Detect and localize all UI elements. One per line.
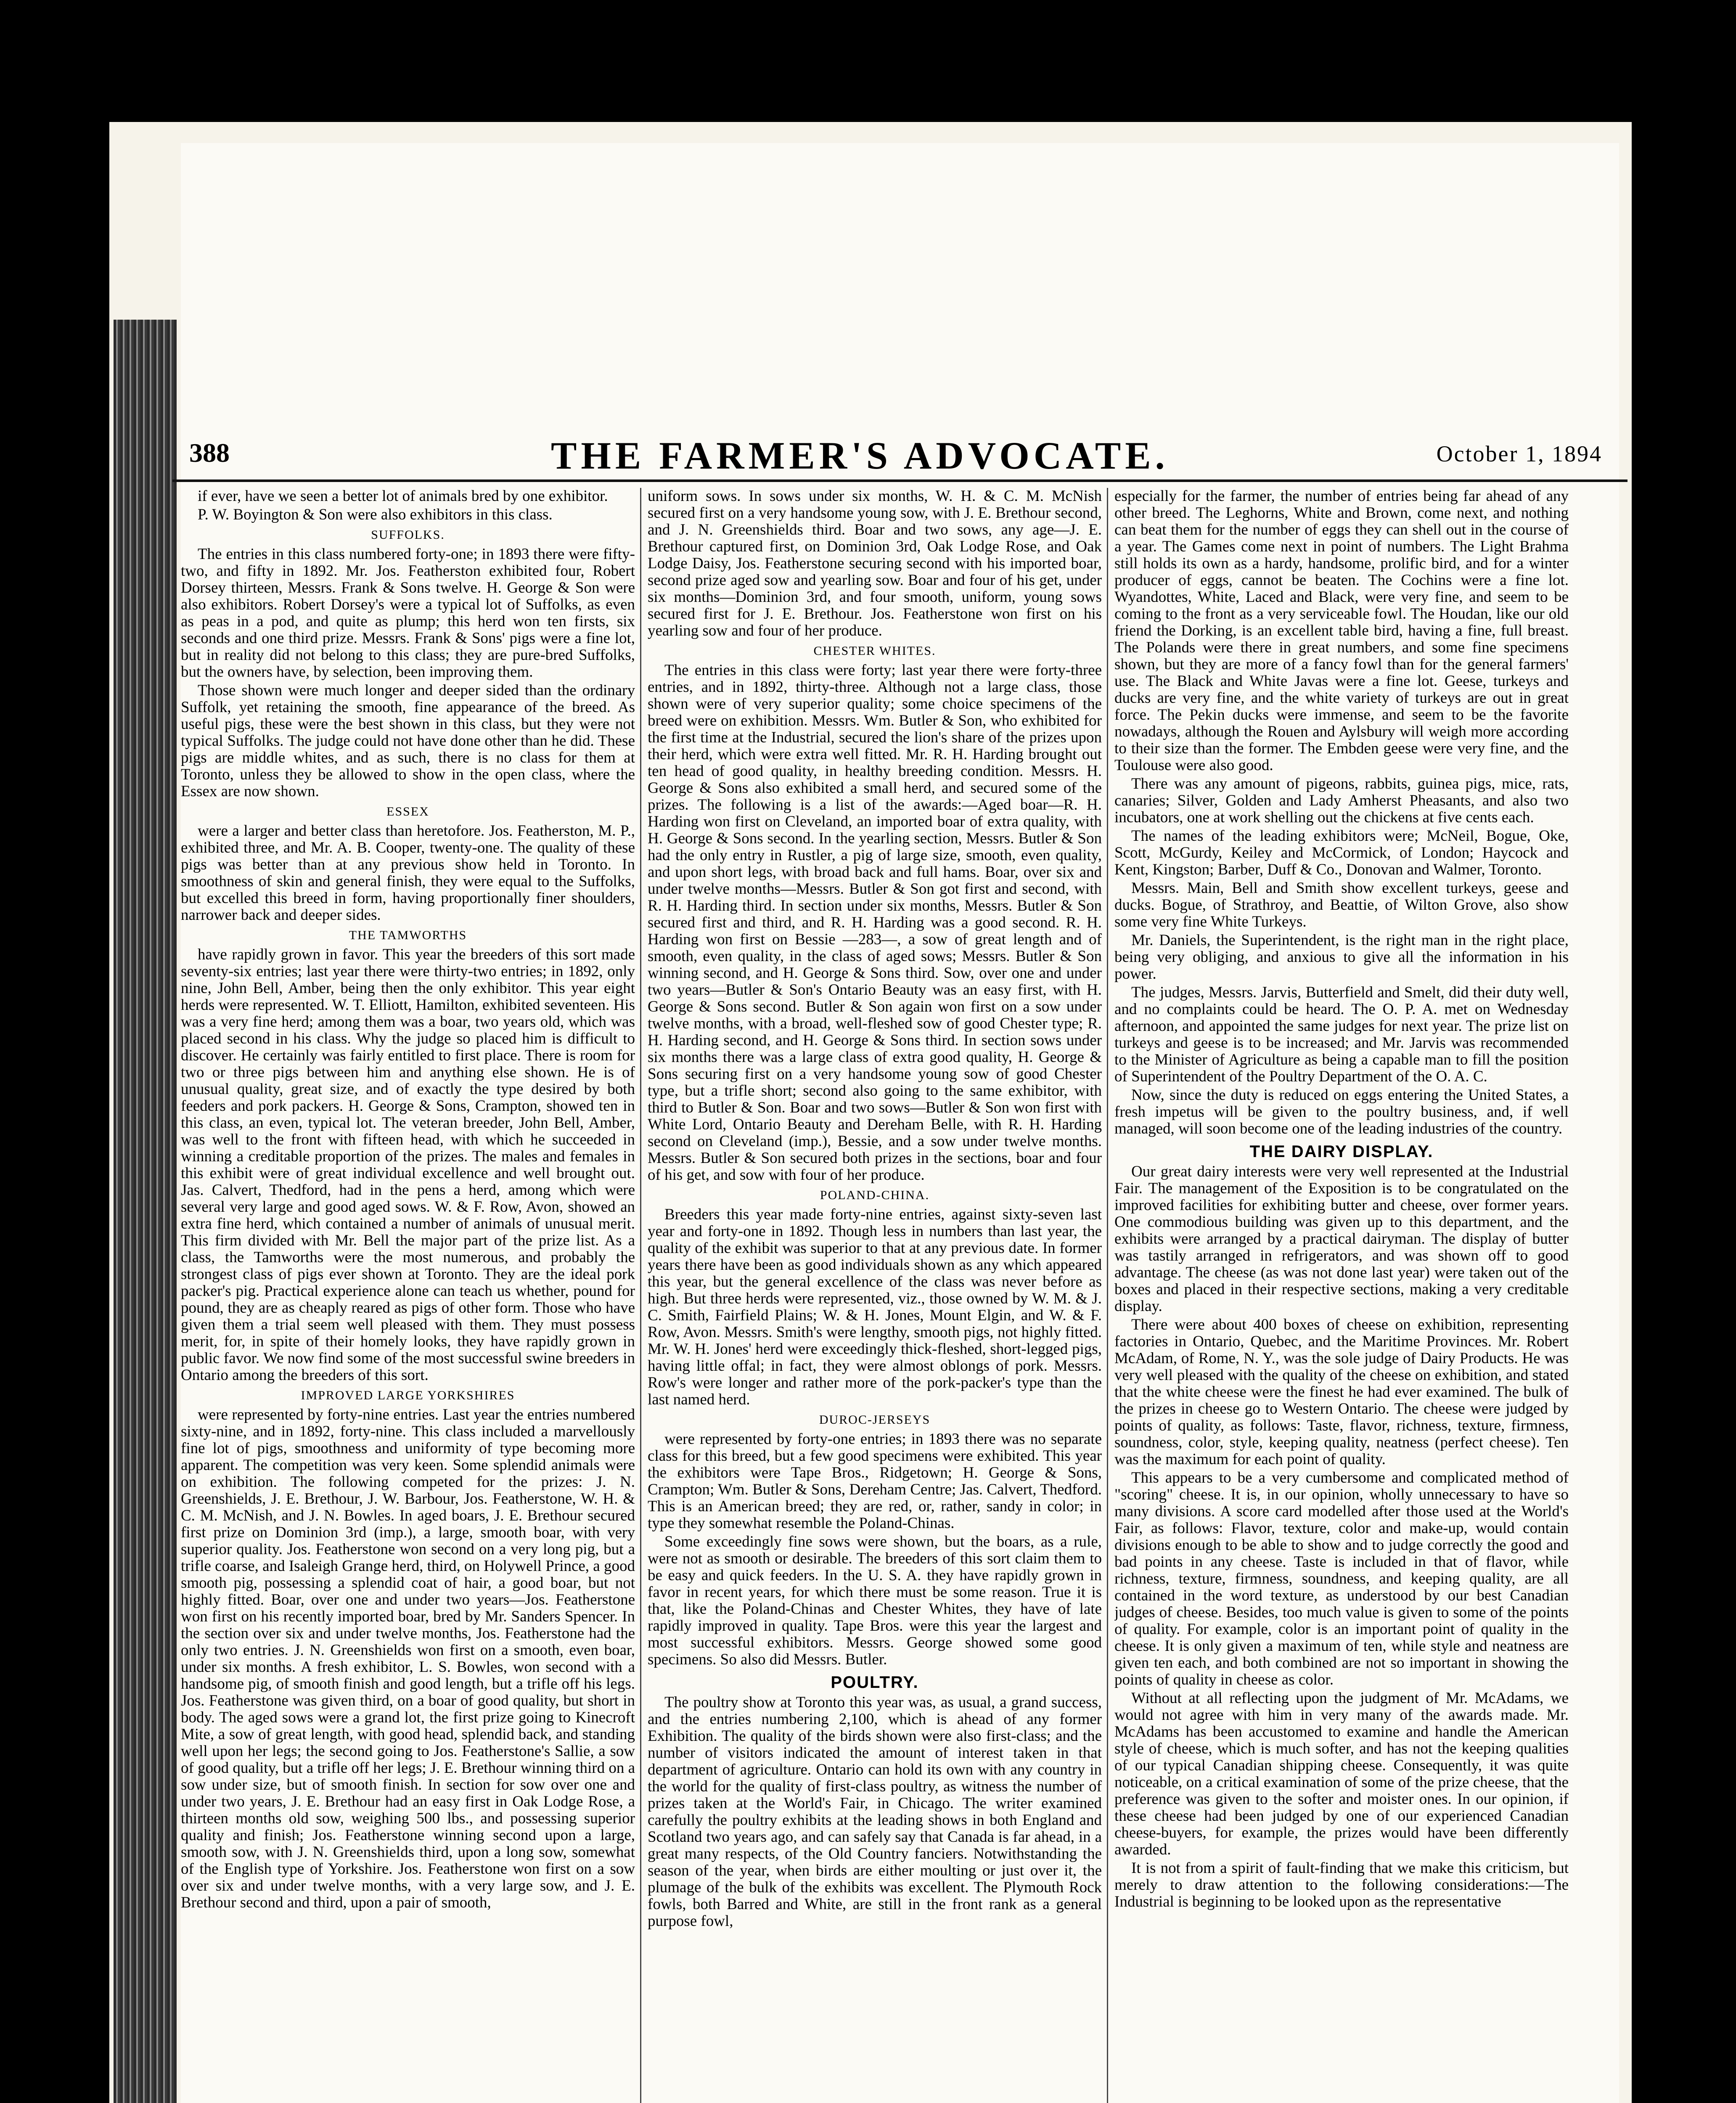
article-paragraph: Mr. Daniels, the Superintendent, is the right man in the right place, being very obliging, and anxious to give all the information in his power. xyxy=(1114,932,1569,983)
article-paragraph: The entries in this class numbered forty-one; in 1893 there were fifty-two, and fifty in 1892. Mr. Jos. Featherston exhibited four, Robert Dorsey thirteen, Messrs. Frank & Sons twelve. H. George & Son were also exhibitors. Robert Dorsey's were a typical lot of Suffolks, as even as peas in a pod, and quite as plump; this herd won ten firsts, six seconds and one third prize. Messrs. Frank & Sons' pigs were a fine lot, but in reality did not belong to this class; they are pure-bred Suffolks, but the owners have, by selection, been improving them. xyxy=(181,546,635,681)
column-divider xyxy=(1107,488,1108,2103)
article-column-1 xyxy=(181,488,635,2103)
section-heading: SUFFOLKS. xyxy=(371,528,445,542)
issue-date: October 1, 1894 xyxy=(1436,441,1602,466)
article-paragraph: This appears to be a very cumbersome and complicated method of "scoring" cheese. It is, in our opinion, wholly unnecessary to have so many divisions. A score card modelled after those used at the World's Fair, as follows: Flavor, texture, color and make-up, would contain divisions enough to be able to show and to judge correctly the good and bad points in any cheese. Taste is included in that of flavor, while richness, texture, firmness, soundness, and keeping quality, are all contained in the word texture, as understood by our best Canadian judges of cheese. Besides, too much value is given to some of the points of quality. For example, color is an important point of quality in the cheese. It is only given a maximum of ten, while style and neatness are given ten each, and both combined are not so important in showing the points of quality in cheese as color. xyxy=(1114,1469,1569,1688)
article-paragraph: Without at all reflecting upon the judgment of Mr. McAdams, we would not agree with him in very many of the awards made. Mr. McAdams has been accustomed to examine and handle the American style of cheese, which is much softer, and has not the keeping qualities of our typical Canadian shipping cheese. Consequently, it was quite noticeable, on a critical examination of some of the prize cheese, that the preference was given to the softer and moister ones. In our opinion, if these cheese had been judged by one of our experienced Canadian cheese-buyers, for example, the prizes would have been differently awarded. xyxy=(1114,1690,1569,1858)
article-paragraph: if ever, have we seen a better lot of animals bred by one exhibitor. xyxy=(198,488,608,505)
article-paragraph: were represented by forty-one entries; in 1893 there was no separate class for this breed, but a few good specimens were exhibited. This year the exhibitors were Tape Bros., Ridgetown; H. George & Sons, Crampton; Wm. Butler & Sons, Dereham Centre; Jas. Calvert, Thedford. This is an American breed; they are red, or, rather, sandy in color; in type they somewhat resemble the Poland-Chinas. xyxy=(648,1430,1102,1532)
article-paragraph: The entries in this class were forty; last year there were forty-three entries, and in 1892, thirty-three. Although not a large class, those shown were of very superior quality; some choice specimens of the breed were on exhibition. Messrs. Wm. Butler & Son, who exhibited for the first time at the Industrial, secured the lion's share of the prizes upon their herd, which were extra well fitted. Mr. R. H. Harding brought out ten head of good quality, in healthy breeding condition. Messrs. H. George & Sons also exhibited a small herd, and secured some of the prizes. The following is a list of the awards:—Aged boar—R. H. Harding won first on Cleveland, an imported boar of extra quality, with H. George & Sons second. In the yearling section, Messrs. Butler & Son had the only entry in Rustler, a pig of large size, smooth, even quality, and upon short legs, with broad back and full hams. Boar, over six and under twelve months—Messrs. Butler & Son got first and second, with R. H. Harding third. In section under six months, Messrs. Butler & Son secured first and third, and R. H. Harding was a good second. R. H. Harding won first on Bessie —283—, a sow of great length and of smooth, even quality, in the class of aged sows; Messrs. Butler & Son winning second, and H. George & Sons third. Sow, over one and under two years—Butler & Son's Ontario Beauty was an easy first, with H. George & Sons second. Butler & Son again won first on a sow under twelve months, with a broad, well-fleshed sow of good Chester type; R. H. Harding second, and H. George & Sons third. In section sows under six months there was a large class of extra good quality, H. George & Sons securing first on a very handsome young sow of good Chester type, but a trifle short; second also going to the same exhibitor, with third to Butler & Son. Boar and two sows—Butler & Son won first with White Lord, Ontario Beauty and Dereham Belle, with R. H. Harding second on Cleveland (imp.), Bessie, and a sow under twelve months. Messrs. Butler & Son secured both prizes in the sections, boar and four of his get, and sow with four of her produce. xyxy=(648,662,1102,1184)
article-paragraph: There was any amount of pigeons, rabbits, guinea pigs, mice, rats, canaries; Silver, Golden and Lady Amherst Pheasants, and also two incubators, one at work shelling out the chickens at five cents each. xyxy=(1114,775,1569,826)
article-paragraph: Some exceedingly fine sows were shown, but the boars, as a rule, were not as smooth or desirable. The breeders of this sort claim them to be easy and quick feeders. In the U. S. A. they have rapidly grown in favor in recent years, for which there must be some reason. True it is that, like the Poland-Chinas and Chester Whites, they have of late rapidly improved in quality. Tape Bros. were this year the largest and most successful exhibitors. Messrs. George showed some good specimens. So also did Messrs. Butler. xyxy=(648,1533,1102,1668)
section-heading: CHESTER WHITES. xyxy=(813,644,936,658)
page-header xyxy=(172,433,1628,479)
article-paragraph: have rapidly grown in favor. This year the breeders of this sort made seventy-six entries; last year there were thirty-two entries; in 1892, only nine, John Bell, Amber, being then the only exhibitor. This year eight herds were represented. W. T. Elliott, Hamilton, exhibited seventeen. His was a very fine herd; among them was a boar, two years old, which was placed second in his class. Why the judge so placed him is difficult to discover. He certainly was fairly entitled to first place. There is room for two or three pigs between him and anything else shown. He is of unusual quality, great size, and of exactly the type desired by both feeders and pork packers. H. George & Sons, Crampton, showed ten in this class, an even, typical lot. The veteran breeder, John Bell, Amber, was well to the front with fifteen head, with which he succeeded in winning a creditable proportion of the prizes. The males and females in this exhibit were of great individual excellence and well brought out. Jas. Calvert, Thedford, had in the pens a herd, among which were several very large and good aged sows. W. & F. Row, Avon, showed an extra fine herd, which contained a number of animals of unusual merit. This firm divided with Mr. Bell the major part of the prize list. As a class, the Tamworths were the most numerous, and probably the strongest class of pigs ever shown at Toronto. They are the ideal pork packer's pig. Practical experience alone can teach us whether, pound for pound, they are as cheaply reared as pigs of other form. Those who have given them a trial seem well pleased with them. They must possess merit, for, in spite of their homely looks, they have rapidly grown in public favor. We now find some of the most successful swine breeders in Ontario among the breeders of this sort. xyxy=(181,946,635,1384)
article-paragraph: It is not from a spirit of fault-finding that we make this criticism, but merely to draw attention to the following considerations:—The Industrial is beginning to be looked upon as the representative xyxy=(1114,1859,1569,1910)
column-divider xyxy=(640,488,641,2103)
article-paragraph: The judges, Messrs. Jarvis, Butterfield and Smelt, did their duty well, and no complaints could be heard. The O. P. A. met on Wednesday afternoon, and appointed the same judges for next year. The prize list on turkeys and geese is to be increased; and Mr. Jarvis was recommended to the Minister of Agriculture as being a capable man to fill the position of Superintendent of the Poultry Department of the O. A. C. xyxy=(1114,984,1569,1085)
header-rule xyxy=(172,479,1628,482)
section-heading: POULTRY. xyxy=(831,1673,919,1692)
article-paragraph: Now, since the duty is reduced on eggs entering the United States, a fresh impetus will be given to the poultry business, and, if well managed, will soon become one of the leading industries of the country. xyxy=(1114,1086,1569,1137)
section-heading: IMPROVED LARGE YORKSHIRES xyxy=(301,1388,515,1402)
article-paragraph: Breeders this year made forty-nine entries, against sixty-seven last year and forty-one in 1892. Though less in numbers than last year, the quality of the exhibit was superior to that at any previous date. In former years there have been as good individuals shown as any which appeared this year, but the general excellence of the class was never before as high. But three herds were represented, viz., those owned by W. M. & J. C. Smith, Fairfield Plains; W. & H. Jones, Mount Elgin, and W. & F. Row, Avon. Messrs. Smith's were lengthy, smooth pigs, not highly fitted. Mr. W. H. Jones' herd were exceedingly thick-fleshed, short-legged pigs, having little offal; in fact, they were almost oblongs of pork. Messrs. Row's were longer and rather more of the pork-packer's type than the last named herd. xyxy=(648,1206,1102,1408)
article-paragraph: especially for the farmer, the number of entries being far ahead of any other breed. The Leghorns, White and Brown, come next, and nothing can beat them for the number of eggs they can shell out in the course of a year. The Games come next in point of numbers. The Light Brahma still holds its own as a hardy, handsome, prolific bird, and for a winter producer of eggs, cannot be beaten. The Cochins were a fine lot. Wyandottes, White, Laced and Black, were very fine, and seem to be coming to the front as a very serviceable fowl. The Houdan, like our old friend the Dorking, is an excellent table bird, having a fine, full breast. The Polands were there in great numbers, and some fine specimens shown, but they are more of a fancy fowl than for the general farmers' use. The Black and White Javas were a fine lot. Geese, turkeys and ducks are very fine, and the white variety of turkeys are out in great force. The Pekin ducks were immense, and seem to be the favorite nowadays, although the Rouen and Aylsbury will weigh more according to their size than the former. The Embden geese were very fine, and the Toulouse were also good. xyxy=(1114,488,1569,774)
section-heading: POLAND-CHINA. xyxy=(820,1188,930,1202)
section-heading: THE DAIRY DISPLAY. xyxy=(1249,1142,1434,1161)
page-number: 388 xyxy=(189,438,230,468)
article-paragraph: The poultry show at Toronto this year was, as usual, a grand success, and the entries numbering 2,100, which is ahead of any former Exhibition. The quality of the birds shown were also first-class; and the number of visitors indicated the amount of interest taken in that department of agriculture. Ontario can hold its own with any country in the world for the quality of first-class poultry, as witness the number of prizes taken at the World's Fair, in Chicago. The writer examined carefully the poultry exhibits at the leading shows in both England and Scotland two years ago, and can safely say that Canada is far ahead, in a great many respects, of the Old Country fanciers. Notwithstanding the season of the year, when birds are either moulting or just over it, the plumage of the bulk of the exhibits was excellent. The Plymouth Rock fowls, both Barred and White, are still in the front rank as a general purpose fowl, xyxy=(648,1694,1102,1930)
section-heading: ESSEX xyxy=(386,805,429,818)
article-paragraph: There were about 400 boxes of cheese on exhibition, representing factories in Ontario, Quebec, and the Maritime Provinces. Mr. Robert McAdam, of Rome, N. Y., was the sole judge of Dairy Products. He was very well pleased with the quality of the cheese on exhibition, and stated that the white cheese were the finest he had ever examined. The bulk of the prizes in cheese go to Western Ontario. The cheese were judged by points of quality, as follows: Taste, flavor, richness, texture, firmness, soundness, color, style, keeping quality, neatness (perfect cheese). Ten was the maximum for each point of quality. xyxy=(1114,1316,1569,1468)
article-paragraph: The names of the leading exhibitors were; McNeil, Bogue, Oke, Scott, McGurdy, Keiley and McCormick, of London; Haycock and Kent, Kingston; Barber, Duff & Co., Donovan and Walmer, Toronto. xyxy=(1114,827,1569,878)
journal-title: THE FARMER'S ADVOCATE. xyxy=(551,434,1169,477)
book-binding-edge xyxy=(114,320,177,2103)
article-column-3 xyxy=(1114,488,1569,2103)
article-paragraph: Messrs. Main, Bell and Smith show excellent turkeys, geese and ducks. Bogue, of Strathroy, and Beattie, of Wilton Grove, also show some very fine White Turkeys. xyxy=(1114,879,1569,930)
article-paragraph: were represented by forty-nine entries. Last year the entries numbered sixty-nine, and in 1892, forty-nine. This class included a marvellously fine lot of pigs, smoothness and uniformity of type becoming more apparent. The competition was very keen. Some splendid animals were on exhibition. The following competed for the prizes: J. N. Greenshields, J. E. Brethour, J. W. Barbour, Jos. Featherstone, W. H. & C. M. McNish, and J. N. Bowles. In aged boars, J. E. Brethour secured first prize on Dominion 3rd (imp.), a large, smooth boar, with very superior quality. Jos. Featherstone won second on a very long pig, but a trifle coarse, and Isaleigh Grange herd, third, on Holywell Prince, a good smooth pig, possessing a splendid coat of hair, a good boar, but not highly fitted. Boar, over one and under two years—Jos. Featherstone won first on his recently imported boar, bred by Mr. Sanders Spencer. In the section over six and under twelve months, Jos. Featherstone had the only two entries. J. N. Greenshields won first on a smooth, even boar, under six months. A fresh exhibitor, L. S. Bowles, won second with a handsome pig, of smooth finish and good length, but a trifle off his legs. Jos. Featherstone was given third, on a boar of good quality, but short in body. The aged sows were a grand lot, the first prize going to Kinecroft Mite, a sow of great length, with good head, splendid back, and standing well upon her legs; the second going to Jos. Featherstone's Sallie, a sow of good quality, but a trifle off her legs; J. E. Brethour winning third on a sow under size, but of smooth finish. In section for sow over one and under two years, J. E. Brethour had an easy first in Oak Lodge Rose, a thirteen months old sow, weighing 500 lbs., and possessing superior quality and finish; Jos. Featherstone winning second upon a large, smooth sow, with J. N. Greenshields third, upon a long sow, somewhat of the English type of Yorkshire. Jos. Featherstone won first on a sow over six and under twelve months, with a very large sow, and J. E. Brethour second and third, upon a pair of smooth, xyxy=(181,1406,635,1911)
article-paragraph: Our great dairy interests were very well represented at the Industrial Fair. The management of the Exposition is to be congratulated on the improved facilities for exhibiting butter and cheese, over former years. One commodious building was given up to this department, and the exhibits were arranged by a practical dairyman. The display of butter was tastily arranged in refrigerators, and was shown off to good advantage. The cheese (as was not done last year) were taken out of the boxes and placed in their respective sections, making a very creditable display. xyxy=(1114,1163,1569,1315)
article-column-2 xyxy=(648,488,1102,2103)
article-paragraph: were a larger and better class than heretofore. Jos. Featherston, M. P., exhibited three, and Mr. A. B. Cooper, twenty-one. The quality of these pigs was better than at any previous show held in Toronto. In smoothness of skin and general finish, they were equal to the Suffolks, but excelled this breed in form, having proportionally finer shoulders, narrower back and deeper sides. xyxy=(181,822,635,924)
article-paragraph: uniform sows. In sows under six months, W. H. & C. M. McNish secured first on a very handsome young sow, with J. E. Brethour second, and J. N. Greenshields third. Boar and two sows, any age—J. E. Brethour captured first, on Dominion 3rd, Oak Lodge Rose, and Oak Lodge Daisy, Jos. Featherstone securing second with his imported boar, second prize aged sow and yearling sow. Boar and four of his get, under six months—Dominion 3rd, and four smooth, uniform, young sows secured first for J. E. Brethour. Jos. Featherstone won first on his yearling sow and four of her produce. xyxy=(648,488,1102,639)
section-heading: DUROC-JERSEYS xyxy=(819,1413,931,1427)
section-heading: THE TAMWORTHS xyxy=(349,928,467,942)
article-paragraph: P. W. Boyington & Son were also exhibitors in this class. xyxy=(198,506,553,523)
article-paragraph: Those shown were much longer and deeper sided than the ordinary Suffolk, yet retaining the smooth, fine appearance of the breed. As useful pigs, these were the best shown in this class, but they were not typical Suffolks. The judge could not have done other than he did. These pigs are middle whites, and as such, there is no class for them at Toronto, unless they be allowed to show in the open class, where the Essex are now shown. xyxy=(181,682,635,800)
